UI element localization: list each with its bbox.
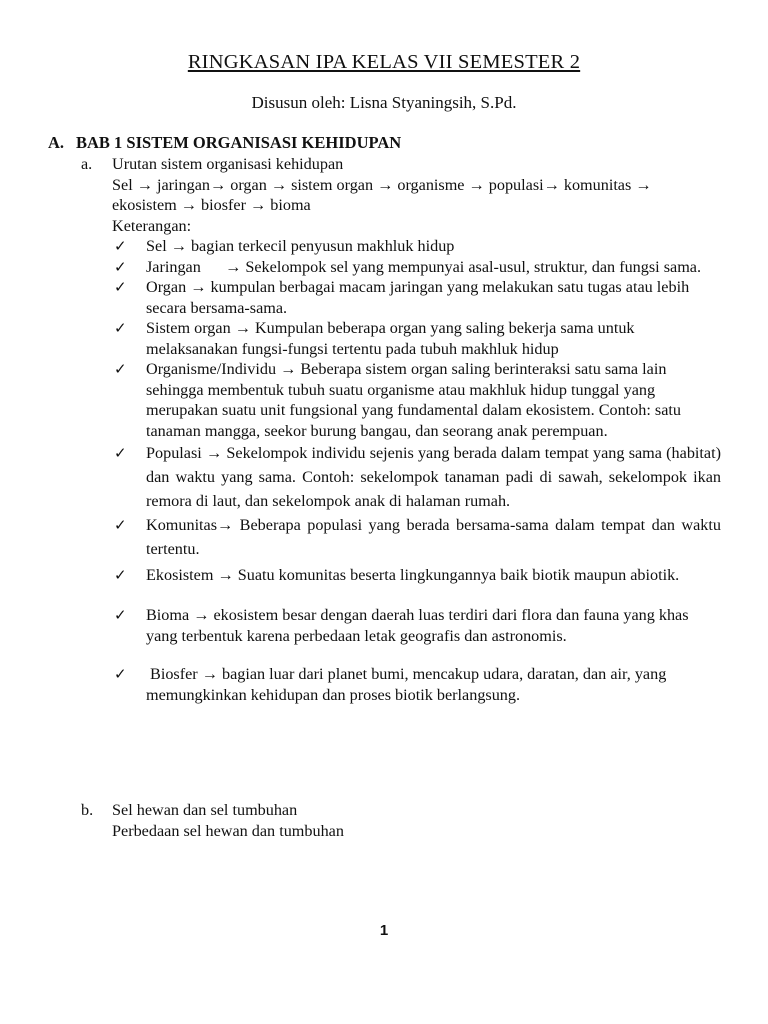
- organization-sequence: Sel → jaringan→ organ → sistem organ → organisme → populasi→ komunitas → ekosistem → biosfer → bioma: [112, 175, 652, 214]
- page-number: 1: [379, 922, 389, 939]
- list-item: [114, 664, 721, 705]
- list-item-text: Jaringan → Sekelompok sel yang mempunyai asal-usul, struktur, dan fungsi sama.: [146, 257, 702, 276]
- list-item: [114, 441, 721, 513]
- list-item-text: Ekosistem → Suatu komunitas beserta lingkungannya baik biotik maupun abiotik.: [146, 566, 680, 584]
- list-item-text: Komunitas→ Beberapa populasi yang berada bersama-sama dalam tempat dan waktu tertentu.: [146, 516, 721, 558]
- subsection-a: [81, 154, 721, 705]
- list-item: [114, 257, 721, 278]
- section-title: BAB 1 SISTEM ORGANISASI KEHIDUPAN: [76, 133, 402, 152]
- check-icon: ✓: [114, 566, 127, 584]
- check-icon: ✓: [114, 319, 127, 337]
- list-item: [114, 513, 721, 561]
- list-item-text: Biosfer → bagian luar dari planet bumi, mencakup udara, daratan, dan air, yang memungkinkan kehidupan dan proses biotik berlangsung.: [146, 665, 671, 704]
- list-item-text: Sistem organ → Kumpulan beberapa organ yang saling bekerja sama untuk melaksanakan fungsi-fungsi tertentu pada tubuh makhluk hidup: [146, 319, 635, 358]
- subsection-a-heading: Urutan sistem organisasi kehidupan: [112, 155, 344, 173]
- document-author: Disusun oleh: Lisna Styaningsih, S.Pd.: [251, 93, 517, 112]
- list-item: [114, 318, 721, 359]
- list-item: [114, 236, 721, 257]
- check-icon: ✓: [114, 257, 127, 276]
- list-item-text: Sel → bagian terkecil penyusun makhluk hidup: [146, 237, 455, 255]
- section-letter: A.: [48, 133, 65, 152]
- subsection-b: [81, 800, 721, 841]
- check-icon: ✓: [114, 444, 127, 462]
- list-item-text: Organisme/Individu → Beberapa sistem organ saling berinteraksi satu sama lain sehingga membentuk tubuh suatu organisme atau makhluk hidup tunggal yang merupakan suatu unit fungsional yang fundamental dalam ekosistem. Contoh: satu tanaman mangga, seekor burung bangau, dan seorang anak perempuan.: [146, 360, 681, 440]
- subsection-b-subheading: Perbedaan sel hewan dan tumbuhan: [112, 821, 344, 840]
- list-item-text: Bioma → ekosistem besar dengan daerah luas terdiri dari flora dan fauna yang khas yang terbentuk karena perbedaan letak geografis dan astronomis.: [146, 606, 689, 645]
- check-icon: ✓: [114, 606, 127, 624]
- check-icon: ✓: [114, 278, 127, 296]
- check-icon: ✓: [114, 665, 127, 683]
- list-item-text: Populasi → Sekelompok individu sejenis yang berada dalam tempat yang sama (habitat) dan waktu yang sama. Contoh: sekelompok tanaman padi di sawah, sekelompok ikan remora di laut, dan sekelompok anak di halaman rumah.: [146, 444, 721, 510]
- list-item-text: Organ → kumpulan berbagai macam jaringan yang melakukan satu tugas atau lebih secara bersama-sama.: [146, 278, 690, 317]
- keterangan-label: Keterangan:: [112, 216, 192, 235]
- check-icon: ✓: [114, 516, 127, 534]
- check-icon: ✓: [114, 237, 127, 255]
- list-item: [114, 359, 721, 441]
- list-item: [114, 563, 721, 587]
- subsection-a-letter: a.: [81, 155, 93, 173]
- section-heading: [48, 133, 401, 154]
- list-item: [114, 277, 721, 318]
- list-item: [114, 605, 721, 646]
- document-title: RINGKASAN IPA KELAS VII SEMESTER 2: [187, 51, 581, 73]
- check-icon: ✓: [114, 360, 127, 378]
- definition-list: [112, 236, 721, 705]
- subsection-b-heading: Sel hewan dan sel tumbuhan: [112, 801, 298, 819]
- subsection-b-letter: b.: [81, 801, 94, 819]
